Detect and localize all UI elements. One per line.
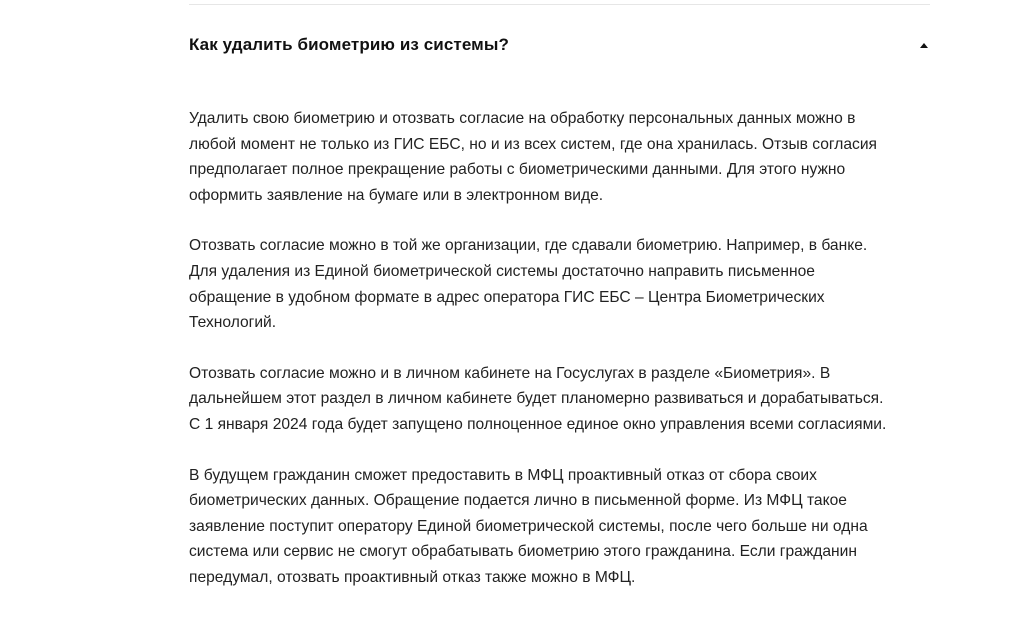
- answer-paragraph: Отозвать согласие можно и в личном кабинете на Госуслугах в разделе «Биометрия». В дальнейшем этот раздел в личном кабинете будет планомерно развиваться и дорабатываться. С 1 января 2024 года будет запущено полноценное единое окно управления всеми согласиями.: [189, 364, 887, 433]
- faq-answer-body: [189, 106, 929, 616]
- answer-paragraph: Отозвать согласие можно в той же организации, где сдавали биометрию. Например, в банке. Для удаления из Единой биометрической системы достаточно направить письменное обращение в удобном формате в адрес оператора ГИС ЕБС – Центра Биометрических Технологий.: [189, 237, 868, 332]
- faq-question-title: Как удалить биометрию из системы?: [189, 35, 509, 54]
- answer-paragraph: Удалить свою биометрию и отозвать согласие на обработку персональных данных можно в любой момент не только из ГИС ЕБС, но и из всех систем, где она хранилась. Отзыв согласия предполагает полное прекращение работы с биометрическими данными. Для этого нужно оформить заявление на бумаге или в электронном виде.: [189, 110, 877, 204]
- answer-paragraph: В будущем гражданин сможет предоставить в МФЦ проактивный отказ от сбора своих биометрических данных. Обращение подается лично в письменной форме. Из МФЦ такое заявление поступит оператору Единой биометрической системы, после чего больше ни одна система или сервис не смогут обрабатывать биометрию этого гражданина. Если гражданин передумал, отозвать проактивный отказ также можно в МФЦ.: [189, 466, 868, 586]
- chevron-up-icon[interactable]: [920, 43, 928, 48]
- faq-accordion-header[interactable]: [189, 31, 930, 59]
- top-divider: [189, 4, 930, 5]
